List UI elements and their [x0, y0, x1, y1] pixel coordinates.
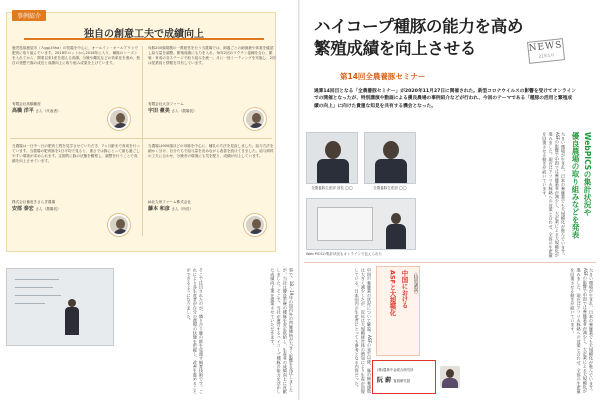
seminar-photo-group [306, 132, 472, 260]
profile-honor: さん（所長） [171, 207, 194, 211]
profile-name-block [12, 200, 140, 212]
profile-honor: さん（農場長） [171, 109, 197, 113]
special-lecture-tag: 〈特別講演〉 [413, 270, 418, 297]
profile-photo [244, 108, 266, 130]
section-divider [304, 262, 596, 263]
article-title [314, 16, 523, 60]
body-text-column: 中国の養豚業の状況について解説。ASFの発生以降、豚の飼養頭数は大きく減少したが、近年は大規模経営体の増加により生産が回復している。日本国内の生産者にとっても参考となる内容だった。 [354, 268, 372, 394]
photo-caption: 全農養豚生産部 ◯◯ [373, 186, 407, 190]
title-line-2: 繁殖成績を向上させる [314, 39, 477, 58]
body-text-column: 大きい環境が生まれ、日本の養豚業でも大規模化が進んでいます。ASFの影響で中国では養豚業者が減少し、大企業による大規模化が進みました。現在はアフリカ豚熱への対策と合わせ、全体の生産量を回復させる動きが続いています。 [570, 268, 594, 394]
news-date: 21年1月 [538, 52, 555, 59]
profile-name: 宇田 豪美 [148, 108, 170, 114]
case-study-heading [24, 22, 264, 40]
speaker-photo [306, 132, 358, 184]
seminar-subtitle: 第14回全農養豚セミナー [340, 72, 426, 81]
body-text-column: 大きい環境が生まれ、日本の養豚業でも大規模化が進んでいます。ASFの影響で中国では養豚業者が減少し、大企業による大規模化が進みました。現在はアフリカ豚熱への対策と合わせ、全体の生産量を回復させる動きが続いています。 [542, 132, 566, 258]
whiteboard-line [15, 303, 45, 304]
speaker-photo [364, 132, 416, 184]
profile-org: 有限会社高橋畜産 [12, 102, 41, 106]
head-shape [383, 141, 399, 159]
body-shape [317, 159, 349, 184]
left-bottom-section [0, 262, 300, 400]
news-label: NEWS [528, 40, 563, 54]
photo-caption: 全農養豚生産部 部長 ◯◯ [311, 186, 353, 190]
head-shape [391, 213, 401, 224]
profile-name: 安部 泰宏 [12, 206, 34, 212]
profile-photo [244, 214, 266, 236]
right-page [300, 0, 600, 400]
profile-org: JA北九州ファーム株式会社 [148, 200, 191, 204]
head-shape [325, 141, 341, 159]
section-heading-green-1: WebPICSの集計状況や [583, 132, 592, 216]
special-lecture-heading-2: ASFと大規模化 [388, 270, 397, 316]
seminar-whiteboard-photo [6, 268, 114, 346]
whiteboard-line [15, 287, 53, 288]
title-line-1: ハイコープ種豚の能力を高め [314, 17, 524, 36]
whiteboard-line [15, 279, 59, 280]
body-text-column: 事で、18～19年の国内外の肉豚価格が大きく影響を及ぼしましたが、当社は優良系統の種豚を安定供給し、生産者の成績向上に貢献しました。そこで、当社が運営するハイコープ種豚の能力を活かした成績向上策を提案させていただきます。 [270, 268, 294, 394]
profile-abe [12, 144, 140, 212]
case-study-tag: 事例紹介 [12, 10, 46, 21]
body-text-column: そこで注目されたのが、隣り合う豚の群を見渡す飼育技術です。これにより各生産者が自分の農場の状態を把握し、改善を進めることができるようになりました。 [186, 268, 204, 394]
profile-honor: さん（農場長） [35, 207, 61, 211]
body-shape [375, 159, 407, 184]
row-divider [10, 138, 272, 139]
speaker-name-block [377, 375, 410, 384]
profile-org: 株式会社畜産きさらぎ農場 [12, 200, 56, 204]
speaker-photo-small [440, 366, 460, 388]
case-study-title: 独自の創意工夫で成績向上 [84, 29, 204, 40]
speaker-box [372, 360, 436, 394]
section-heading-green-2: 優良農場の取り組みなどを発表 [571, 132, 580, 239]
presentation-photo [306, 198, 416, 250]
profile-honor: さん（代表者） [35, 109, 61, 113]
news-badge [527, 38, 565, 64]
projection-screen [317, 207, 373, 241]
profile-text: 母豚200頭規模の一貫経営を行う当農場では、飼養ごとの細菌叢や体重を確認し給与量を調整。繁殖成績にも力を入れ、毎年2回のワクチン接種を含む、繁殖・育成の各ステージで取り組みを統一。月に一回ミーティングを実施し、2回は従業員と情報を共有しています。 [148, 46, 276, 65]
profile-name: 高橋 洋平 [12, 108, 34, 114]
profile-photo [108, 214, 130, 236]
profile-name-block [148, 200, 276, 212]
special-lecture-heading-1: 中国における [400, 270, 409, 309]
profile-org: 有限会社大谷ファーム [148, 102, 184, 106]
profile-fujimoto [148, 144, 276, 212]
profile-uda [148, 46, 276, 114]
body-shape [386, 224, 406, 250]
speaker-honor: 客員研究員 [393, 379, 411, 383]
column-divider [142, 46, 143, 236]
speaker-name: 阮 蔚 [377, 377, 392, 384]
profile-text: 鹿児島県鹿屋市（Ａggは5ha）の牧場を中心に、オールイン・オールアウトで肥育に取り組んでいます。2018年ロットから2018年に入り、種豚のシーズンを入れてから、開業以来1産を超える成績。分娩や離乳などの効率化を進め、独自の発想で豚の成長と成績向上に取り組み成果を上げています。 [12, 46, 140, 65]
speaker-organization: (株)農林中金総合研究所 [377, 368, 414, 372]
profile-text: 当農場は900頭ほどの母豚を中心に、哺乳の方法を見直しました。給与方法を細かく分け、自分たちで給与量を決めながら改善を続けてきました。給与飼料の工夫に合わせ、分娩舎の環境にも気を配り、成績が向上しています。 [148, 144, 274, 158]
lead-paragraph: 通算14回目となる「全農養豚セミナー」が2020年11月27日に開催された。新型コロナウイルスの影響を受けてオンラインでの開催となったが、特別講演や動画による優良農場の事例紹介などが行われ、今回のテーマである「種豚の活用と繁殖成績の向上」に向けた貴重な知見を共有する機会となった。 [314, 89, 576, 109]
presenter-figure [63, 299, 81, 335]
photo-caption: Web PICSの集計状況もオンラインで伝えられた [306, 252, 382, 256]
profile-photo [108, 108, 130, 130]
profile-name: 藤本 和彦 [148, 206, 170, 212]
whiteboard-line [15, 295, 61, 296]
profile-text: 当農場は一日中～日の肥育工程を見学させていただき、7ヵ月齢まで育成を行っています。当農場の肥育豚を1日平均で見ると、重さでは豚にとって最も過ごしやすい環境が求められます。定期的に豚の状態を観察し、調整を行うことで成績を向上させています。 [12, 144, 140, 163]
profile-takahashi [12, 46, 140, 114]
